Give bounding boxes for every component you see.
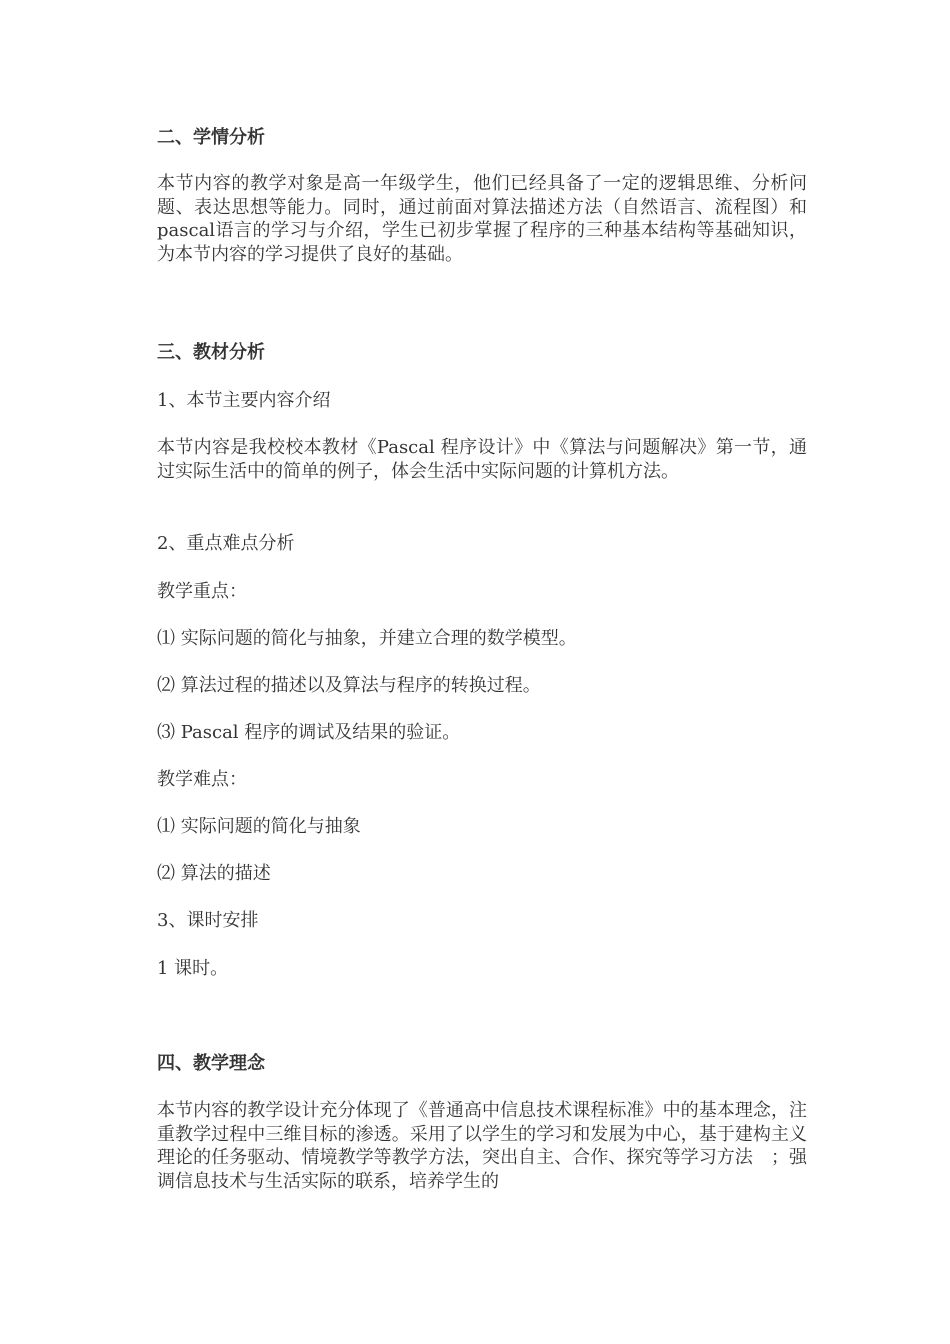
subsection-title: 3、课时安排 [157, 910, 259, 931]
section-3-sub3-body [157, 957, 807, 981]
difficulties-label: 教学难点： [157, 769, 247, 790]
key-points-label-row [157, 580, 807, 604]
section-4-body [157, 1099, 807, 1193]
section-3-sub2 [157, 532, 807, 556]
section-3-sub1 [157, 389, 807, 413]
section-2 [157, 126, 807, 150]
class-hours-value: 1 课时。 [157, 958, 229, 979]
key-point-row [157, 627, 807, 651]
subsection-title: 1、本节主要内容介绍 [157, 390, 331, 411]
section-3 [157, 341, 807, 365]
section-4-paragraph: 本节内容的教学设计充分体现了《普通高中信息技术课程标准》中的基本理念，注重教学过程中三维目标的渗透。采用了以学生的学习和发展为中心，基于建构主义理论的任务驱动、情境教学等教学方法，突出自主、合作、探究等学习方法 ；强调信息技术与生活实际的联系，培养学生的 [157, 1100, 807, 1192]
section-2-body [157, 172, 807, 266]
section-2-paragraph: 本节内容的教学对象是高一年级学生，他们已经具备了一定的逻辑思维、分析问题、表达思想等能力。同时，通过前面对算法描述方法（自然语言、流程图）和pascal语言的学习与介绍，学生已初步掌握了程序的三种基本结构等基础知识，为本节内容的学习提供了良好的基础。 [157, 173, 807, 265]
section-4 [157, 1052, 807, 1076]
list-item: ⑶ Pascal 程序的调试及结果的验证。 [157, 722, 461, 743]
key-point-row [157, 721, 807, 745]
section-3-heading: 三、教材分析 [157, 342, 265, 363]
key-points-label: 教学重点： [157, 581, 247, 602]
section-4-heading: 四、教学理念 [157, 1053, 265, 1074]
list-item: ⑴ 实际问题的简化与抽象，并建立合理的数学模型。 [157, 628, 577, 649]
section-2-heading: 二、学情分析 [157, 127, 265, 148]
subsection-paragraph: 本节内容是我校校本教材《Pascal 程序设计》中《算法与问题解决》第一节，通过实际生活中的简单的例子，体会生活中实际问题的计算机方法。 [157, 437, 807, 482]
list-item: ⑵ 算法过程的描述以及算法与程序的转换过程。 [157, 675, 541, 696]
section-3-sub3 [157, 909, 807, 933]
difficulty-row [157, 862, 807, 886]
difficulties-label-row [157, 768, 807, 792]
difficulty-row [157, 815, 807, 839]
key-point-row [157, 674, 807, 698]
subsection-title: 2、重点难点分析 [157, 533, 295, 554]
section-3-sub1-body [157, 436, 807, 483]
list-item: ⑵ 算法的描述 [157, 863, 271, 884]
list-item: ⑴ 实际问题的简化与抽象 [157, 816, 361, 837]
